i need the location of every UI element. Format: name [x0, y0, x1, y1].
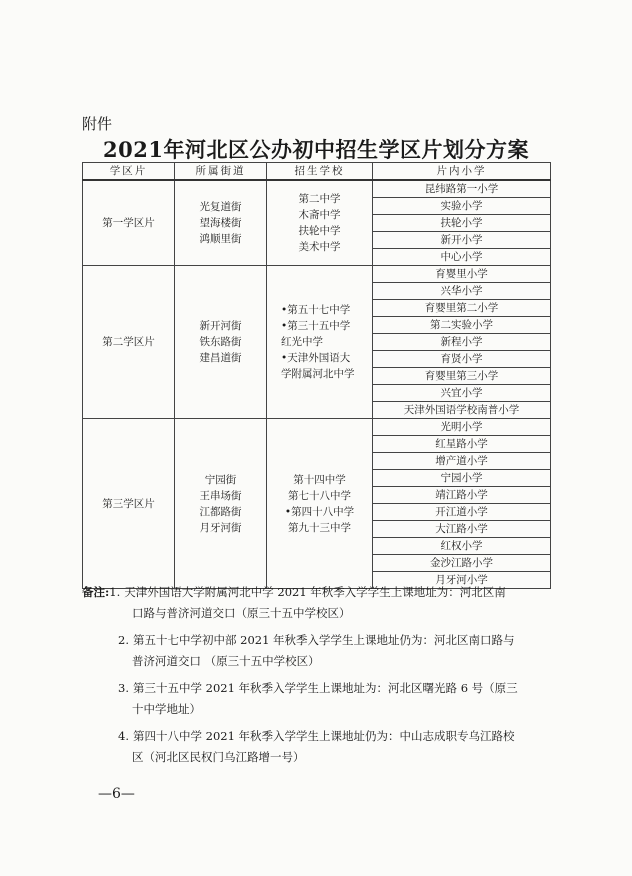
note-number: 1.	[109, 585, 121, 599]
school-name: •第五十七中学	[281, 304, 351, 316]
note-number: 3.	[118, 681, 129, 695]
primary-school-cell: 大江路小学	[373, 521, 551, 538]
school-name: 红光中学	[281, 336, 323, 348]
table-row	[83, 266, 551, 283]
note-first-line	[82, 630, 552, 651]
header-primary: 片内小学	[373, 163, 551, 181]
note-first-line	[82, 726, 552, 747]
attachment-label: 附件	[82, 115, 113, 133]
primary-school-cell: 兴宜小学	[373, 385, 551, 402]
street-name: 月牙河街	[199, 521, 242, 534]
street-name: 江都路街	[199, 505, 242, 518]
school-name: •第四十八中学	[284, 505, 355, 518]
street-name: 王串场街	[199, 489, 242, 502]
primary-school-cell: 宁园小学	[373, 470, 551, 487]
note-first-line	[82, 582, 552, 603]
note-item	[82, 582, 552, 624]
note-item	[82, 726, 552, 768]
primary-school-cell: 育婴里第二小学	[373, 300, 551, 317]
schools-cell	[267, 266, 373, 419]
primary-school-cell: 育婴里小学	[373, 266, 551, 283]
street-name: 建昌道街	[199, 352, 242, 364]
note-continuation: 十中学地址）	[132, 702, 201, 716]
note-number: 2.	[118, 633, 129, 647]
primary-school-cell: 月牙河小学	[373, 572, 551, 589]
note-continuation: 口路与普济河道交口（原三十五中学校区）	[132, 606, 351, 620]
primary-school-cell: 新程小学	[373, 334, 551, 351]
primary-school-cell: 昆纬路第一小学	[373, 180, 551, 198]
table-row	[83, 419, 551, 436]
streets-cell	[175, 180, 267, 266]
district-cell: 第三学区片	[83, 419, 175, 589]
district-table	[82, 162, 551, 589]
street-name: 铁东路街	[199, 336, 242, 348]
note-text: 第三十五中学 2021 年秋季入学学生上课地址为：河北区曙光路 6 号（原三	[132, 681, 518, 695]
school-name: 第二中学	[298, 193, 341, 205]
school-name: 美术中学	[298, 241, 341, 253]
primary-school-cell: 兴华小学	[373, 283, 551, 300]
primary-school-cell: 中心小学	[373, 249, 551, 266]
school-name: 木斋中学	[298, 209, 341, 221]
district-cell: 第二学区片	[83, 266, 175, 419]
school-name: 学附属河北中学	[281, 368, 355, 380]
schools-cell	[267, 419, 373, 589]
primary-school-cell: 红星路小学	[373, 436, 551, 453]
table-body	[83, 180, 551, 589]
school-name: •天津外国语大	[281, 352, 351, 364]
school-name: 第九十三中学	[288, 521, 351, 534]
table-row	[83, 180, 551, 198]
note-text: 第四十八中学 2021 年秋季入学学生上课地址仍为：中山志成职专乌江路校	[132, 729, 515, 743]
primary-school-cell: 新开小学	[373, 232, 551, 249]
notes-list	[82, 582, 552, 768]
primary-school-cell: 实验小学	[373, 198, 551, 215]
header-schools: 招生学校	[267, 163, 373, 181]
primary-school-cell: 红权小学	[373, 538, 551, 555]
note-item	[82, 630, 552, 672]
notes-label: 备注:	[82, 585, 110, 599]
primary-school-cell: 开江道小学	[373, 504, 551, 521]
district-cell: 第一学区片	[83, 180, 175, 266]
note-number: 4.	[118, 729, 129, 743]
note-first-line	[82, 678, 552, 699]
streets-cell	[175, 266, 267, 419]
primary-school-cell: 增产道小学	[373, 453, 551, 470]
note-continuation: 区（河北区民权门乌江路增一号）	[132, 750, 305, 764]
street-name: 光复道街	[199, 201, 242, 213]
primary-school-cell: 扶轮小学	[373, 215, 551, 232]
table-header-row	[83, 163, 551, 181]
primary-school-cell: 第二实验小学	[373, 317, 551, 334]
primary-school-cell: 金沙江路小学	[373, 555, 551, 572]
note-continuation: 普济河道交口 （原三十五中学校区）	[132, 654, 320, 668]
notes-section	[82, 582, 552, 774]
note-text: 天津外国语大学附属河北中学 2021 年秋季入学学生上课地址为：河北区南	[124, 585, 506, 599]
primary-school-cell: 靖江路小学	[373, 487, 551, 504]
page-number: —6—	[98, 786, 135, 802]
streets-cell	[175, 419, 267, 589]
primary-school-cell: 育婴里第三小学	[373, 368, 551, 385]
street-name: 新开河街	[199, 320, 242, 332]
primary-school-cell: 育贤小学	[373, 351, 551, 368]
primary-school-cell: 光明小学	[373, 419, 551, 436]
street-name: 宁园街	[204, 473, 237, 486]
school-name: 第十四中学	[293, 473, 346, 486]
primary-school-cell: 天津外国语学校南普小学	[373, 402, 551, 419]
note-item	[82, 678, 552, 720]
header-streets: 所属街道	[175, 163, 267, 181]
header-district: 学区片	[83, 163, 175, 181]
school-name: •第三十五中学	[281, 320, 351, 332]
street-name: 望海楼街	[199, 217, 242, 229]
schools-cell	[267, 180, 373, 266]
school-name: 扶轮中学	[298, 225, 341, 237]
document-title: 2021年河北区公办初中招生学区片划分方案	[103, 137, 529, 162]
street-name: 鸿顺里街	[199, 233, 242, 245]
note-text: 第五十七中学初中部 2021 年秋季入学学生上课地址仍为：河北区南口路与	[132, 633, 515, 647]
school-name: 第七十八中学	[288, 489, 351, 502]
